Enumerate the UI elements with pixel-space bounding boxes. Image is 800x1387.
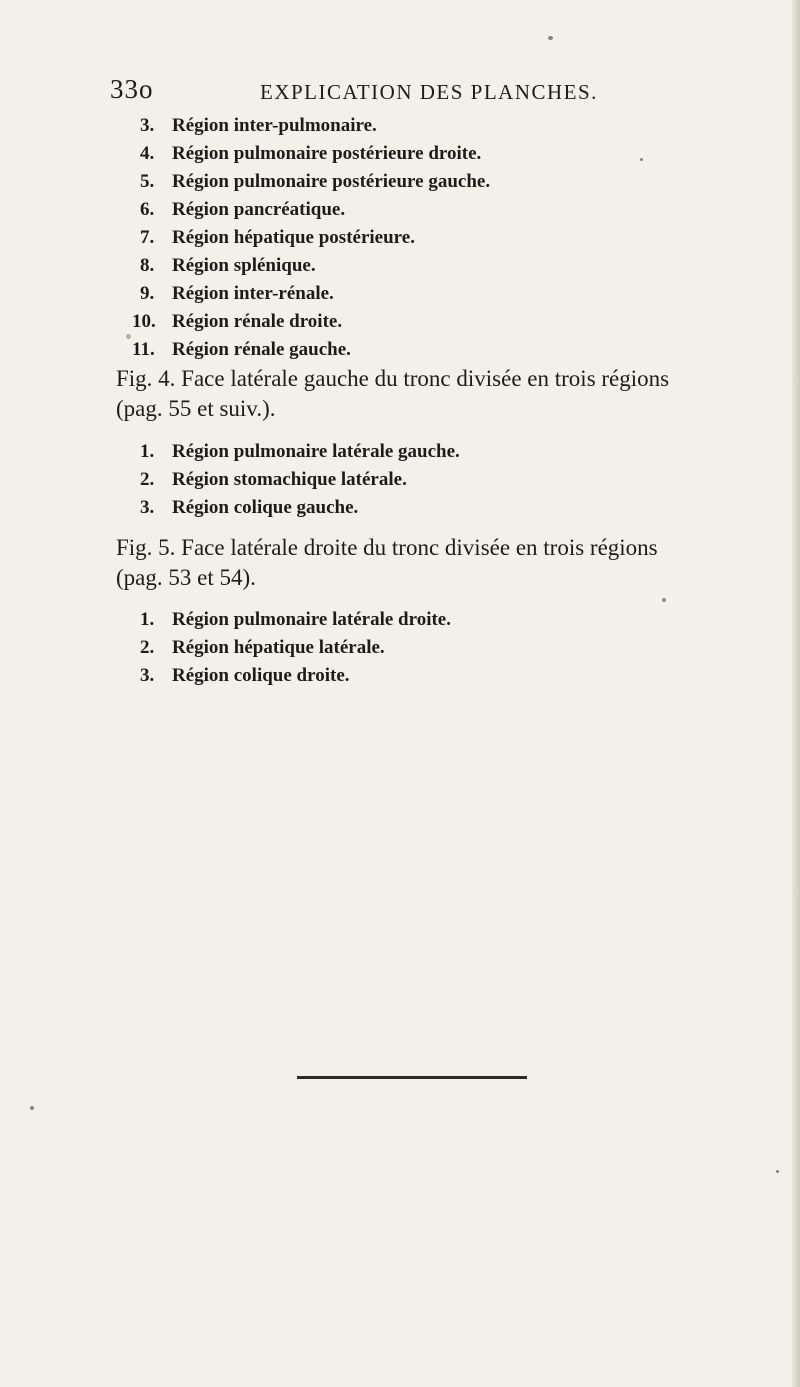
list-item: 1. Région pulmonaire latérale gauche.	[140, 441, 460, 462]
list-item: 2. Région hépatique latérale.	[140, 637, 385, 658]
list-item: 6. Région pancréatique.	[140, 199, 346, 220]
list-item: 8. Région splénique.	[140, 255, 316, 276]
paper-speck	[30, 1106, 34, 1110]
fig5-caption-line2: (pag. 53 et 54).	[116, 565, 256, 590]
list-item: 3. Région colique gauche.	[140, 497, 359, 518]
list-item: 7. Région hépatique postérieure.	[140, 227, 415, 248]
list-item: 1. Région pulmonaire latérale droite.	[140, 609, 451, 630]
list-item: 5. Région pulmonaire postérieure gauche.	[140, 171, 491, 192]
list-item: 3. Région inter-pulmonaire.	[140, 115, 377, 136]
fig5-caption	[116, 535, 658, 591]
paper-speck	[662, 598, 666, 602]
paper-speck	[776, 1170, 779, 1173]
paper-speck	[640, 158, 643, 161]
list-item: 3. Région colique droite.	[140, 665, 350, 686]
fig4-caption-line1: Fig. 4. Face latérale gauche du tronc divisée en trois régions	[116, 366, 670, 391]
page-header	[110, 74, 710, 110]
list-item: 9. Région inter-rénale.	[140, 283, 334, 304]
fig5-caption-line1: Fig. 5. Face latérale droite du tronc divisée en trois régions	[116, 535, 658, 560]
closing-rule	[297, 1076, 527, 1079]
paper-speck	[548, 36, 553, 40]
list-item: 2. Région stomachique latérale.	[140, 469, 407, 490]
fig4-caption	[116, 366, 669, 422]
page-number: 33o	[110, 74, 154, 104]
fig4-caption-line2: (pag. 55 et suiv.).	[116, 396, 276, 421]
list-item: 11. Région rénale gauche.	[132, 339, 351, 360]
page-edge	[792, 0, 800, 1387]
list-item: 4. Région pulmonaire postérieure droite.	[140, 143, 482, 164]
paper-speck	[126, 334, 131, 339]
list-item: 10. Région rénale droite.	[132, 311, 343, 332]
running-title: EXPLICATION DES PLANCHES.	[260, 80, 598, 104]
